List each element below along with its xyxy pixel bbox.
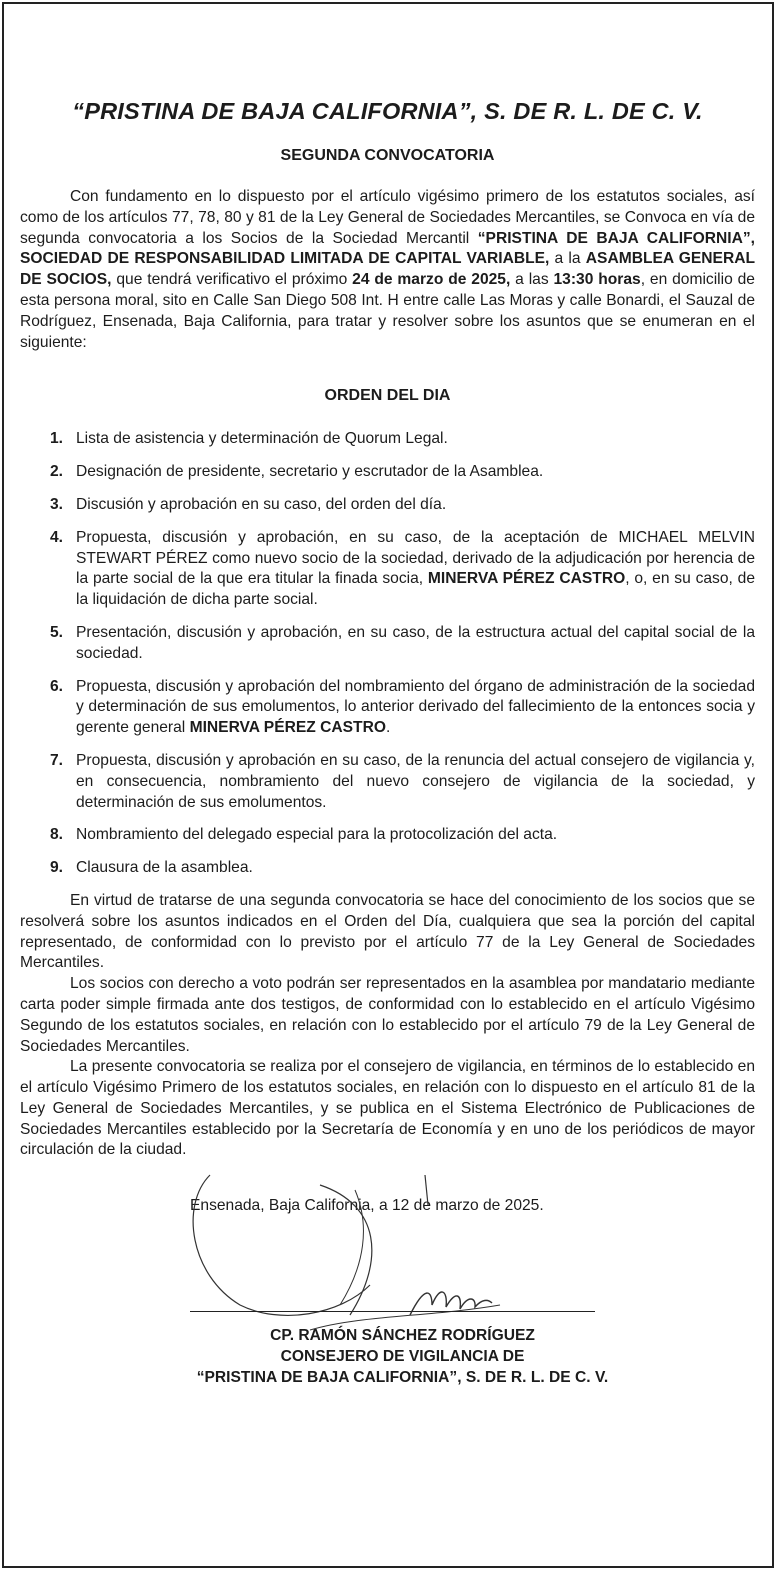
agenda-item-text: Designación de presidente, secretario y escrutador de la Asamblea. xyxy=(76,463,544,481)
agenda-item-number: 7. xyxy=(50,751,64,769)
paragraph-publication: La presente convocatoria se realiza por el consejero de vigilancia, en términos de lo establecido en el artículo Vigésimo Primero de los estatutos sociales, en relación con lo dispuesto en el artículo 81 de la Ley General de Sociedades Mercantiles, y se publica en el Sistema Electrónico de Publicaciones de Sociedades Mercantiles establecido por la Secretaría de Economía y en uno de los periódicos de mayor circulación de la ciudad. xyxy=(20,1058,755,1159)
signature-line xyxy=(190,1311,595,1312)
agenda-item-text: Nombramiento del delegado especial para la protocolización del acta. xyxy=(76,826,558,844)
intro-text-3: que tendrá verificativo el próximo xyxy=(111,271,353,289)
agenda-item-text: Propuesta, discusión y aprobación del nombramiento del órgano de administración de la sociedad y determinación de sus emolumentos, lo anterior derivado del fallecimiento de la entonces socia y gerente general xyxy=(76,677,755,737)
agenda-item-number: 2. xyxy=(50,463,64,481)
agenda-item-text: Propuesta, discusión y aprobación en su caso, de la renuncia del actual consejero de vigilancia y, en consecuencia, nombramiento del nuevo consejero de vigilancia de la sociedad, y determinación de sus emolumentos. xyxy=(76,751,755,811)
intro-date: 24 de marzo de 2025, xyxy=(352,271,511,289)
agenda-item xyxy=(20,462,755,483)
agenda-title: ORDEN DEL DIA xyxy=(324,387,451,405)
handwritten-signature xyxy=(170,1165,600,1335)
intro-company-name: “PRISTINA DE BAJA CALIFORNIA”, SOCIEDAD DE RESPONSABILIDAD LIMITADA DE CAPITAL VARIABLE, xyxy=(20,229,756,268)
document-subtitle: SEGUNDA CONVOCATORIA xyxy=(280,147,495,164)
signature-area xyxy=(20,1215,755,1325)
agenda-item-text: Presentación, discusión y aprobación, en su caso, de la estructura actual del capital social de la sociedad. xyxy=(76,623,755,662)
agenda-item-number: 9. xyxy=(50,859,64,877)
place-date: Ensenada, Baja California, a 12 de marzo de 2025. xyxy=(190,1197,544,1215)
intro-text-2: a la xyxy=(549,250,586,268)
agenda-item-text: Discusión y aprobación en su caso, del orden del día. xyxy=(76,495,447,513)
agenda-item xyxy=(20,858,755,879)
paragraph-representation: Los socios con derecho a voto podrán ser representados en la asamblea por mandatario mediante carta poder simple firmada ante dos testigos, de conformidad con lo establecido en el artículo Vigésimo Segundo de los estatutos sociales, en relación con lo establecido por el artículo 79 de la Ley General de Sociedades Mercantiles. xyxy=(20,975,755,1055)
agenda-item xyxy=(20,825,755,846)
signer-name: CP. RAMÓN SÁNCHEZ RODRÍGUEZ xyxy=(270,1327,535,1345)
agenda-item-bold-name: MINERVA PÉREZ CASTRO xyxy=(427,570,626,588)
agenda-item-text: Propuesta, discusión y aprobación, en su caso, de la aceptación de MICHAEL MELVIN STEWART PÉREZ como nuevo socio de la sociedad, derivado de la adjudicación por herencia de la parte social de la que era titular la finada socia, xyxy=(76,528,755,588)
agenda-item-number: 6. xyxy=(50,677,64,695)
agenda-item xyxy=(20,677,755,739)
agenda-item-number: 3. xyxy=(50,495,64,513)
agenda-item-number: 1. xyxy=(50,430,64,448)
signer-company: “PRISTINA DE BAJA CALIFORNIA”, S. DE R. L. DE C. V. xyxy=(196,1369,609,1387)
intro-assembly: ASAMBLEA GENERAL DE SOCIOS, xyxy=(20,250,756,289)
intro-time: 13:30 horas xyxy=(553,271,641,289)
intro-text-1: Con fundamento en lo dispuesto por el artículo vigésimo primero de los estatutos sociales, así como de los artículos 77, 78, 80 y 81 de la Ley General de Sociedades Mercantiles, se Convoca en vía de segunda convocatoria a los Socios de la Sociedad Mercantil xyxy=(20,188,755,247)
agenda-item xyxy=(20,623,755,665)
agenda-item xyxy=(20,528,755,611)
agenda-item-number: 4. xyxy=(50,528,64,546)
document-page xyxy=(20,98,755,1388)
agenda-item xyxy=(20,429,755,450)
agenda-item-text: Clausura de la asamblea. xyxy=(76,859,253,877)
paragraph-quorum: En virtud de tratarse de una segunda convocatoria se hace del conocimiento de los socios que se resolverá sobre los asuntos indicados en el Orden del Día, cualquiera que sea la porción del capital representado, de conformidad con lo previsto por el artículo 77 de la Ley General de Sociedades Mercantiles. xyxy=(20,891,755,972)
agenda-list xyxy=(20,429,755,879)
agenda-item-text: , o, en su caso, de la liquidación de dicha parte social. xyxy=(76,570,755,609)
agenda-item-text: . xyxy=(385,719,391,737)
agenda-item-bold-name: MINERVA PÉREZ CASTRO xyxy=(189,719,386,737)
agenda-item-number: 5. xyxy=(50,623,64,641)
intro-text-4: a las xyxy=(510,271,554,289)
intro-text-5: , en domicilio de esta persona moral, sito en Calle San Diego 508 Int. H entre calle Las Moras y calle Bonardi, el Sauzal de Rodríguez, Ensenada, Baja California, para tratar y resolver sobre los asuntos que se enumeran en el siguiente: xyxy=(20,271,755,351)
agenda-item-number: 8. xyxy=(50,826,64,844)
document-title: “PRISTINA DE BAJA CALIFORNIA”, S. DE R. L. DE C. V. xyxy=(72,98,703,124)
signer-role: CONSEJERO DE VIGILANCIA DE xyxy=(280,1348,525,1366)
agenda-item-text: Lista de asistencia y determinación de Quorum Legal. xyxy=(76,430,448,448)
agenda-item xyxy=(20,751,755,813)
agenda-item xyxy=(20,495,755,516)
intro-paragraph xyxy=(20,187,755,353)
